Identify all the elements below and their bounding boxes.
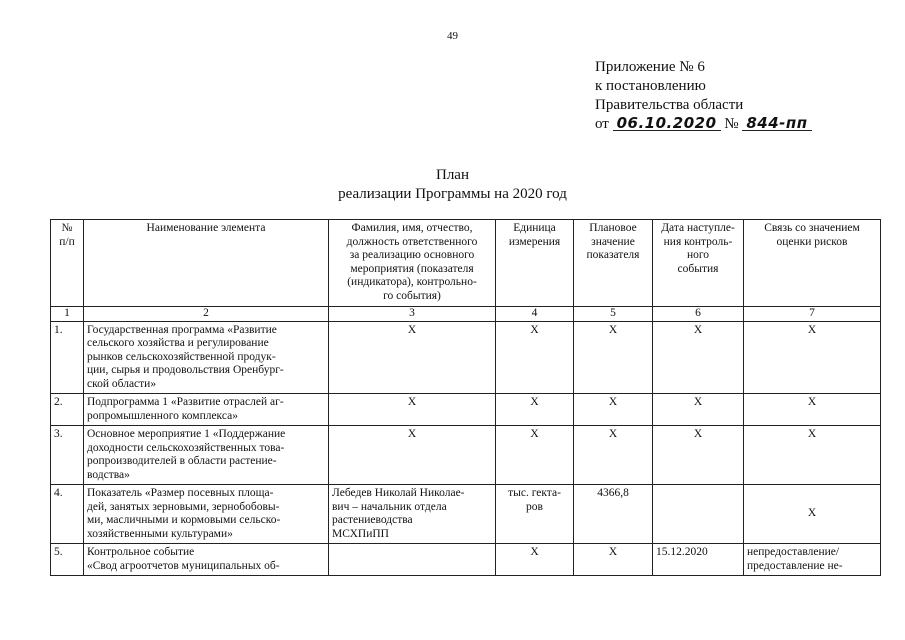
element-name: Основное мероприятие 1 «Поддержание доходности сельскохозяйственных това- ропроизводителей в области растение- водства» [84, 426, 329, 485]
header-cell: Наименование элемента [84, 220, 329, 307]
plan-table [50, 219, 881, 576]
planned-value-cell: X [574, 544, 653, 576]
responsible-cell: Лебедев Николай Николае- вич – начальник отдела растениеводства МСХПиПП [329, 485, 496, 544]
table-row [51, 544, 881, 576]
responsible-cell: X [329, 394, 496, 426]
index-cell: 7 [744, 307, 881, 322]
appendix-line-3: Правительства области [595, 97, 744, 113]
unit-cell: X [496, 544, 574, 576]
appendix-date-line [595, 115, 812, 134]
row-number: 4. [51, 485, 84, 544]
header-cell: Фамилия, имя, отчество, должность ответственного за реализацию основного мероприятия (показателя (индикатора), контрольно- го события) [329, 220, 496, 307]
index-cell: 5 [574, 307, 653, 322]
planned-value-cell: X [574, 426, 653, 485]
handwritten-date: 06.10.2020 [613, 116, 721, 131]
row-number: 5. [51, 544, 84, 576]
index-cell: 2 [84, 307, 329, 322]
event-date-cell: 15.12.2020 [653, 544, 744, 576]
column-index-row [51, 307, 881, 322]
appendix-block [595, 58, 812, 134]
planned-value-cell: X [574, 394, 653, 426]
event-date-cell: X [653, 321, 744, 394]
element-name: Подпрограмма 1 «Развитие отраслей аг- ропромышленного комплекса» [84, 394, 329, 426]
header-cell: Связь со значением оценки рисков [744, 220, 881, 307]
table-row [51, 321, 881, 394]
header-cell: Единица измерения [496, 220, 574, 307]
responsible-cell: X [329, 321, 496, 394]
row-number: 1. [51, 321, 84, 394]
header-cell: Дата наступле- ния контроль- ного события [653, 220, 744, 307]
table-row [51, 394, 881, 426]
table-row [51, 485, 881, 544]
responsible-cell: X [329, 426, 496, 485]
number-prefix: № [724, 116, 739, 132]
risk-link-cell: X [744, 426, 881, 485]
appendix-line-2: к постановлению [595, 78, 706, 94]
planned-value-cell: X [574, 321, 653, 394]
risk-link-cell: X [744, 321, 881, 394]
table-row [51, 426, 881, 485]
unit-cell: X [496, 426, 574, 485]
handwritten-number: 844-пп [742, 116, 811, 131]
unit-cell: X [496, 321, 574, 394]
element-name: Государственная программа «Развитие сельского хозяйства и регулирование рынков сельскохозяйственной продук- ции, сырья и продовольствия Оренбург- ской области» [84, 321, 329, 394]
document-title: План [435, 167, 469, 183]
index-cell: 6 [653, 307, 744, 322]
risk-link-cell: X [744, 485, 881, 544]
element-name: Показатель «Размер посевных площа- дей, занятых зерновыми, зернобобовы- ми, масличными и кормовыми сельско- хозяйственными культурами» [84, 485, 329, 544]
unit-cell: X [496, 394, 574, 426]
index-cell: 1 [51, 307, 84, 322]
responsible-cell [329, 544, 496, 576]
row-number: 2. [51, 394, 84, 426]
event-date-cell [653, 485, 744, 544]
document-subtitle: реализации Программы на 2020 год [338, 186, 567, 202]
element-name: Контрольное событие «Свод агроотчетов муниципальных об- [84, 544, 329, 576]
index-cell: 4 [496, 307, 574, 322]
risk-link-cell: непредоставление/ предоставление не- [744, 544, 881, 576]
header-cell: Плановое значение показателя [574, 220, 653, 307]
date-prefix: от [595, 116, 609, 132]
unit-cell: тыс. гекта- ров [496, 485, 574, 544]
risk-link-cell: X [744, 394, 881, 426]
index-cell: 3 [329, 307, 496, 322]
page-number: 49 [447, 30, 458, 42]
appendix-line-1: Приложение № 6 [595, 59, 705, 75]
planned-value-cell: 4366,8 [574, 485, 653, 544]
header-row [51, 220, 881, 307]
event-date-cell: X [653, 394, 744, 426]
event-date-cell: X [653, 426, 744, 485]
row-number: 3. [51, 426, 84, 485]
header-cell: № п/п [51, 220, 84, 307]
